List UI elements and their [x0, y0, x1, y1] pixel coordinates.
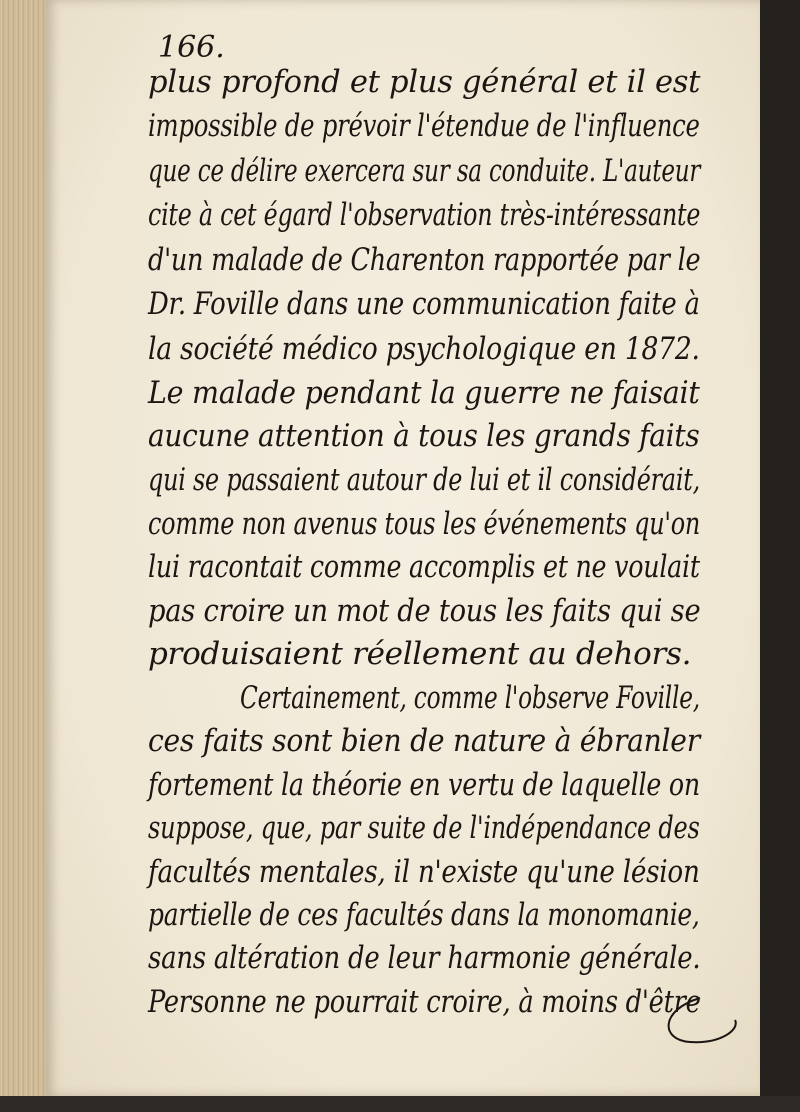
text-line: Personne ne pourrait croire, à moins d'être: [148, 984, 701, 1020]
text-line: produisaient réellement au dehors.: [148, 636, 692, 672]
text-line: pas croire un mot de tous les faits qui se: [148, 593, 701, 629]
text-line: sans altération de leur harmonie générale.: [148, 940, 701, 976]
text-line: comme non avenus tous les événements qu'on: [148, 506, 701, 542]
page-number: 166.: [158, 30, 225, 65]
page-edge-stack: [0, 0, 48, 1112]
text-line: qui se passaient autour de lui et il considérait,: [148, 462, 700, 498]
text-line: ces faits sont bien de nature à ébranler: [148, 723, 700, 759]
scan-background-right: [760, 0, 800, 1112]
text-line: aucune attention à tous les grands faits: [148, 418, 700, 454]
text-line: suppose, que, par suite de l'indépendance des: [148, 810, 700, 846]
text-line: fortement la théorie en vertu de laquelle on: [148, 767, 700, 803]
text-line: facultés mentales, il n'existe qu'une lésion: [148, 854, 700, 890]
text-line: plus profond et plus général et il est: [148, 64, 701, 100]
scan-background-bottom: [0, 1096, 800, 1112]
text-line: lui racontait comme accomplis et ne voulait: [148, 549, 700, 585]
text-line: impossible de prévoir l'étendue de l'influence: [148, 108, 700, 144]
text-line-indented: Certainement, comme l'observe Foville,: [240, 680, 700, 716]
text-line: partielle de ces facultés dans la monomanie,: [148, 897, 700, 933]
text-line: la société médico psychologique en 1872.: [148, 331, 700, 367]
text-line: cite à cet égard l'observation très-intéressante: [148, 197, 701, 233]
pen-flourish: [640, 990, 750, 1050]
text-line: Le malade pendant la guerre ne faisait: [148, 375, 700, 411]
text-line: Dr. Foville dans une communication faite à: [148, 286, 700, 322]
text-line: d'un malade de Charenton rapportée par le: [148, 242, 701, 278]
text-line: que ce délire exercera sur sa conduite. L'auteur: [148, 153, 701, 189]
